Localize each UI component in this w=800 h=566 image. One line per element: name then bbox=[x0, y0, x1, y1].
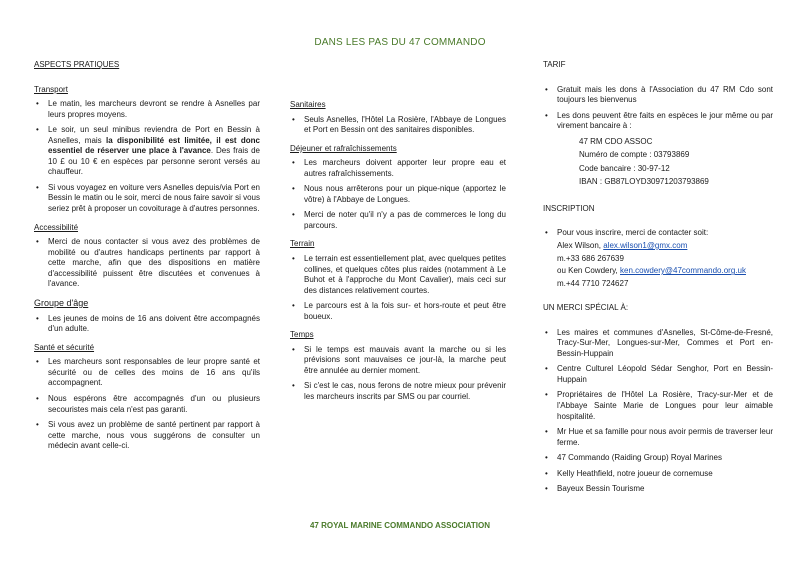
contact-phone: m.+44 7710 724627 bbox=[557, 278, 629, 288]
minibus-text-pre: Le soir, un seul minibus reviendra de Port en Bessin à Asnelles, mais bbox=[48, 125, 260, 145]
dejeuner-list bbox=[290, 158, 506, 231]
list-item: • Les maires et communes d'Asnelles, St-Côme-de-Fresné, Tracy-Sur-Mer, Longues-sur-Mer, Commes et Port en-Bessin-Huppain bbox=[543, 328, 773, 360]
list-item: • Le parcours est à la fois sur- et hors-route et peut être boueux. bbox=[290, 301, 506, 322]
list-item: • Merci de nous contacter si vous avez des problèmes de mobilité ou d'autres handicaps pertinents par rapport à cette marche, afin que des dispositions en matière d'accessibilité puissent être discutées et convenues à l'avance. bbox=[34, 237, 260, 290]
list-item: • 47 Commando (Raiding Group) Royal Marines bbox=[543, 453, 773, 464]
subheading-temps: Temps bbox=[290, 330, 314, 340]
contact-alex bbox=[543, 241, 773, 252]
terrain-list bbox=[290, 254, 506, 322]
list-item: • Si vous avez un problème de santé pertinent par rapport à cette marche, nous vous suggérons de consulter un médecin avant celle-ci. bbox=[34, 420, 260, 452]
list-item: • Nous espérons être accompagnés d'un ou plusieurs secouristes mais cela n'est pas garanti. bbox=[34, 394, 260, 415]
contact-ken bbox=[543, 266, 773, 277]
inscription-list bbox=[543, 228, 773, 239]
list-item: • Nous nous arrêterons pour un pique-nique (apportez le vôtre) à l'Abbaye de Longues. bbox=[290, 184, 506, 205]
footer-association: 47 ROYAL MARINE COMMANDO ASSOCIATION bbox=[309, 521, 490, 530]
minibus-text-post: . Des frais de 10 £ ou 10 € en espèces par personne seront versés au chauffeur. bbox=[48, 146, 260, 177]
column-info bbox=[543, 60, 773, 500]
email-link[interactable]: ken.cowdery@47commando.org.uk bbox=[620, 266, 746, 276]
list-item: • Propriétaires de l'Hôtel La Rosière, Tracy-sur-Mer et de l'Abbaye Sainte Marie de Longues pour leur aimable hospitalité. bbox=[543, 390, 773, 422]
section-heading-merci: UN MERCI SPÉCIAL À: bbox=[543, 303, 629, 313]
subheading-dejeuner: Déjeuner et rafraîchissements bbox=[290, 143, 397, 153]
bank-iban: IBAN : GB87LOYD30971203793869 bbox=[579, 177, 709, 187]
contact-name: ou Ken Cowdery, bbox=[557, 266, 620, 276]
accessibility-list bbox=[34, 237, 260, 290]
list-item: • Centre Culturel Léopold Sédar Senghor, Port en Bessin-Huppain bbox=[543, 364, 773, 385]
list-item: • Le matin, les marcheurs devront se rendre à Asnelles par leurs propres moyens. bbox=[34, 99, 260, 120]
health-list bbox=[34, 357, 260, 451]
section-heading-tarif: TARIF bbox=[543, 60, 566, 69]
tarif-list bbox=[543, 85, 773, 132]
section-heading-practical: ASPECTS PRATIQUES bbox=[34, 60, 120, 69]
list-item: • Les dons peuvent être faits en espèces le jour même ou par virement bancaire à : bbox=[543, 111, 773, 132]
list-item: • Si c'est le cas, nous ferons de notre mieux pour prévenir les marcheurs inscrits par SMS ou par courriel. bbox=[290, 381, 506, 402]
column-logistics bbox=[290, 100, 506, 408]
subheading-accessibility: Accessibilité bbox=[34, 222, 79, 232]
list-item: • Les marcheurs doivent apporter leur propre eau et autres rafraîchissements. bbox=[290, 158, 506, 179]
subheading-terrain: Terrain bbox=[290, 239, 315, 249]
bank-account-number: Numéro de compte : 03793869 bbox=[579, 150, 690, 160]
list-item: • Kelly Heathfield, notre joueur de cornemuse bbox=[543, 469, 773, 480]
list-item: • Gratuit mais les dons à l'Association du 47 RM Cdo sont toujours les bienvenus bbox=[543, 85, 773, 106]
list-item: • Si vous voyagez en voiture vers Asnelles depuis/via Port en Bessin le matin ou le soir, merci de nous faire savoir si vous seriez prêt à proposer un covoiturage à d'autres personnes. bbox=[34, 183, 260, 215]
list-item: • Merci de noter qu'il n'y a pas de commerces le long du parcours. bbox=[290, 210, 506, 231]
subheading-sanitaires: Sanitaires bbox=[290, 100, 326, 109]
subheading-age: Groupe d'âge bbox=[34, 297, 89, 308]
subheading-transport: Transport bbox=[34, 84, 68, 94]
transport-list bbox=[34, 99, 260, 214]
list-item: • Seuls Asnelles, l'Hôtel La Rosière, l'Abbaye de Longues et Port en Bessin ont des sanitaires disponibles. bbox=[290, 115, 506, 136]
list-item-minibus bbox=[34, 125, 260, 178]
list-item: • Bayeux Bessin Tourisme bbox=[543, 484, 773, 495]
contact-name: Alex Wilson, bbox=[557, 241, 604, 251]
age-list bbox=[34, 314, 260, 335]
email-link[interactable]: alex.wilson1@gmx.com bbox=[603, 241, 688, 251]
minibus-text-bold: la disponibilité est limitée, il est donc essentiel de réserver une place à l'avance bbox=[48, 135, 260, 156]
list-item: • Pour vous inscrire, merci de contacter soit: bbox=[543, 228, 773, 239]
temps-list bbox=[290, 345, 506, 403]
page-title: DANS LES PAS DU 47 COMMANDO bbox=[314, 37, 486, 48]
list-item: • Le terrain est essentiellement plat, avec quelques petites collines, et quelques côtes plus raides (notamment à Le Buhot et à l'approche du Mont Cavalier), mais ceci sur des distances relativement courtes. bbox=[290, 254, 506, 296]
sanitaires-list bbox=[290, 115, 506, 136]
merci-list bbox=[543, 328, 773, 495]
bank-sort-code: Code bancaire : 30-97-12 bbox=[579, 163, 670, 173]
section-heading-inscription: INSCRIPTION bbox=[543, 203, 595, 213]
list-item: • Les marcheurs sont responsables de leur propre santé et sécurité ou de celles des moins de 16 ans qu'ils accompagnent. bbox=[34, 357, 260, 389]
subheading-health: Santé et sécurité bbox=[34, 342, 95, 352]
list-item: • Si le temps est mauvais avant la marche ou si les prévisions sont mauvaises ce jour-là, la marche peut être annulée au dernier moment. bbox=[290, 345, 506, 377]
column-practical bbox=[34, 60, 260, 457]
bank-name: 47 RM CDO ASSOC bbox=[579, 136, 653, 146]
contact-phone: m.+33 686 267639 bbox=[557, 253, 624, 263]
list-item: • Mr Hue et sa famille pour nous avoir permis de traverser leur ferme. bbox=[543, 427, 773, 448]
list-item: • Les jeunes de moins de 16 ans doivent être accompagnés d'un adulte. bbox=[34, 314, 260, 335]
